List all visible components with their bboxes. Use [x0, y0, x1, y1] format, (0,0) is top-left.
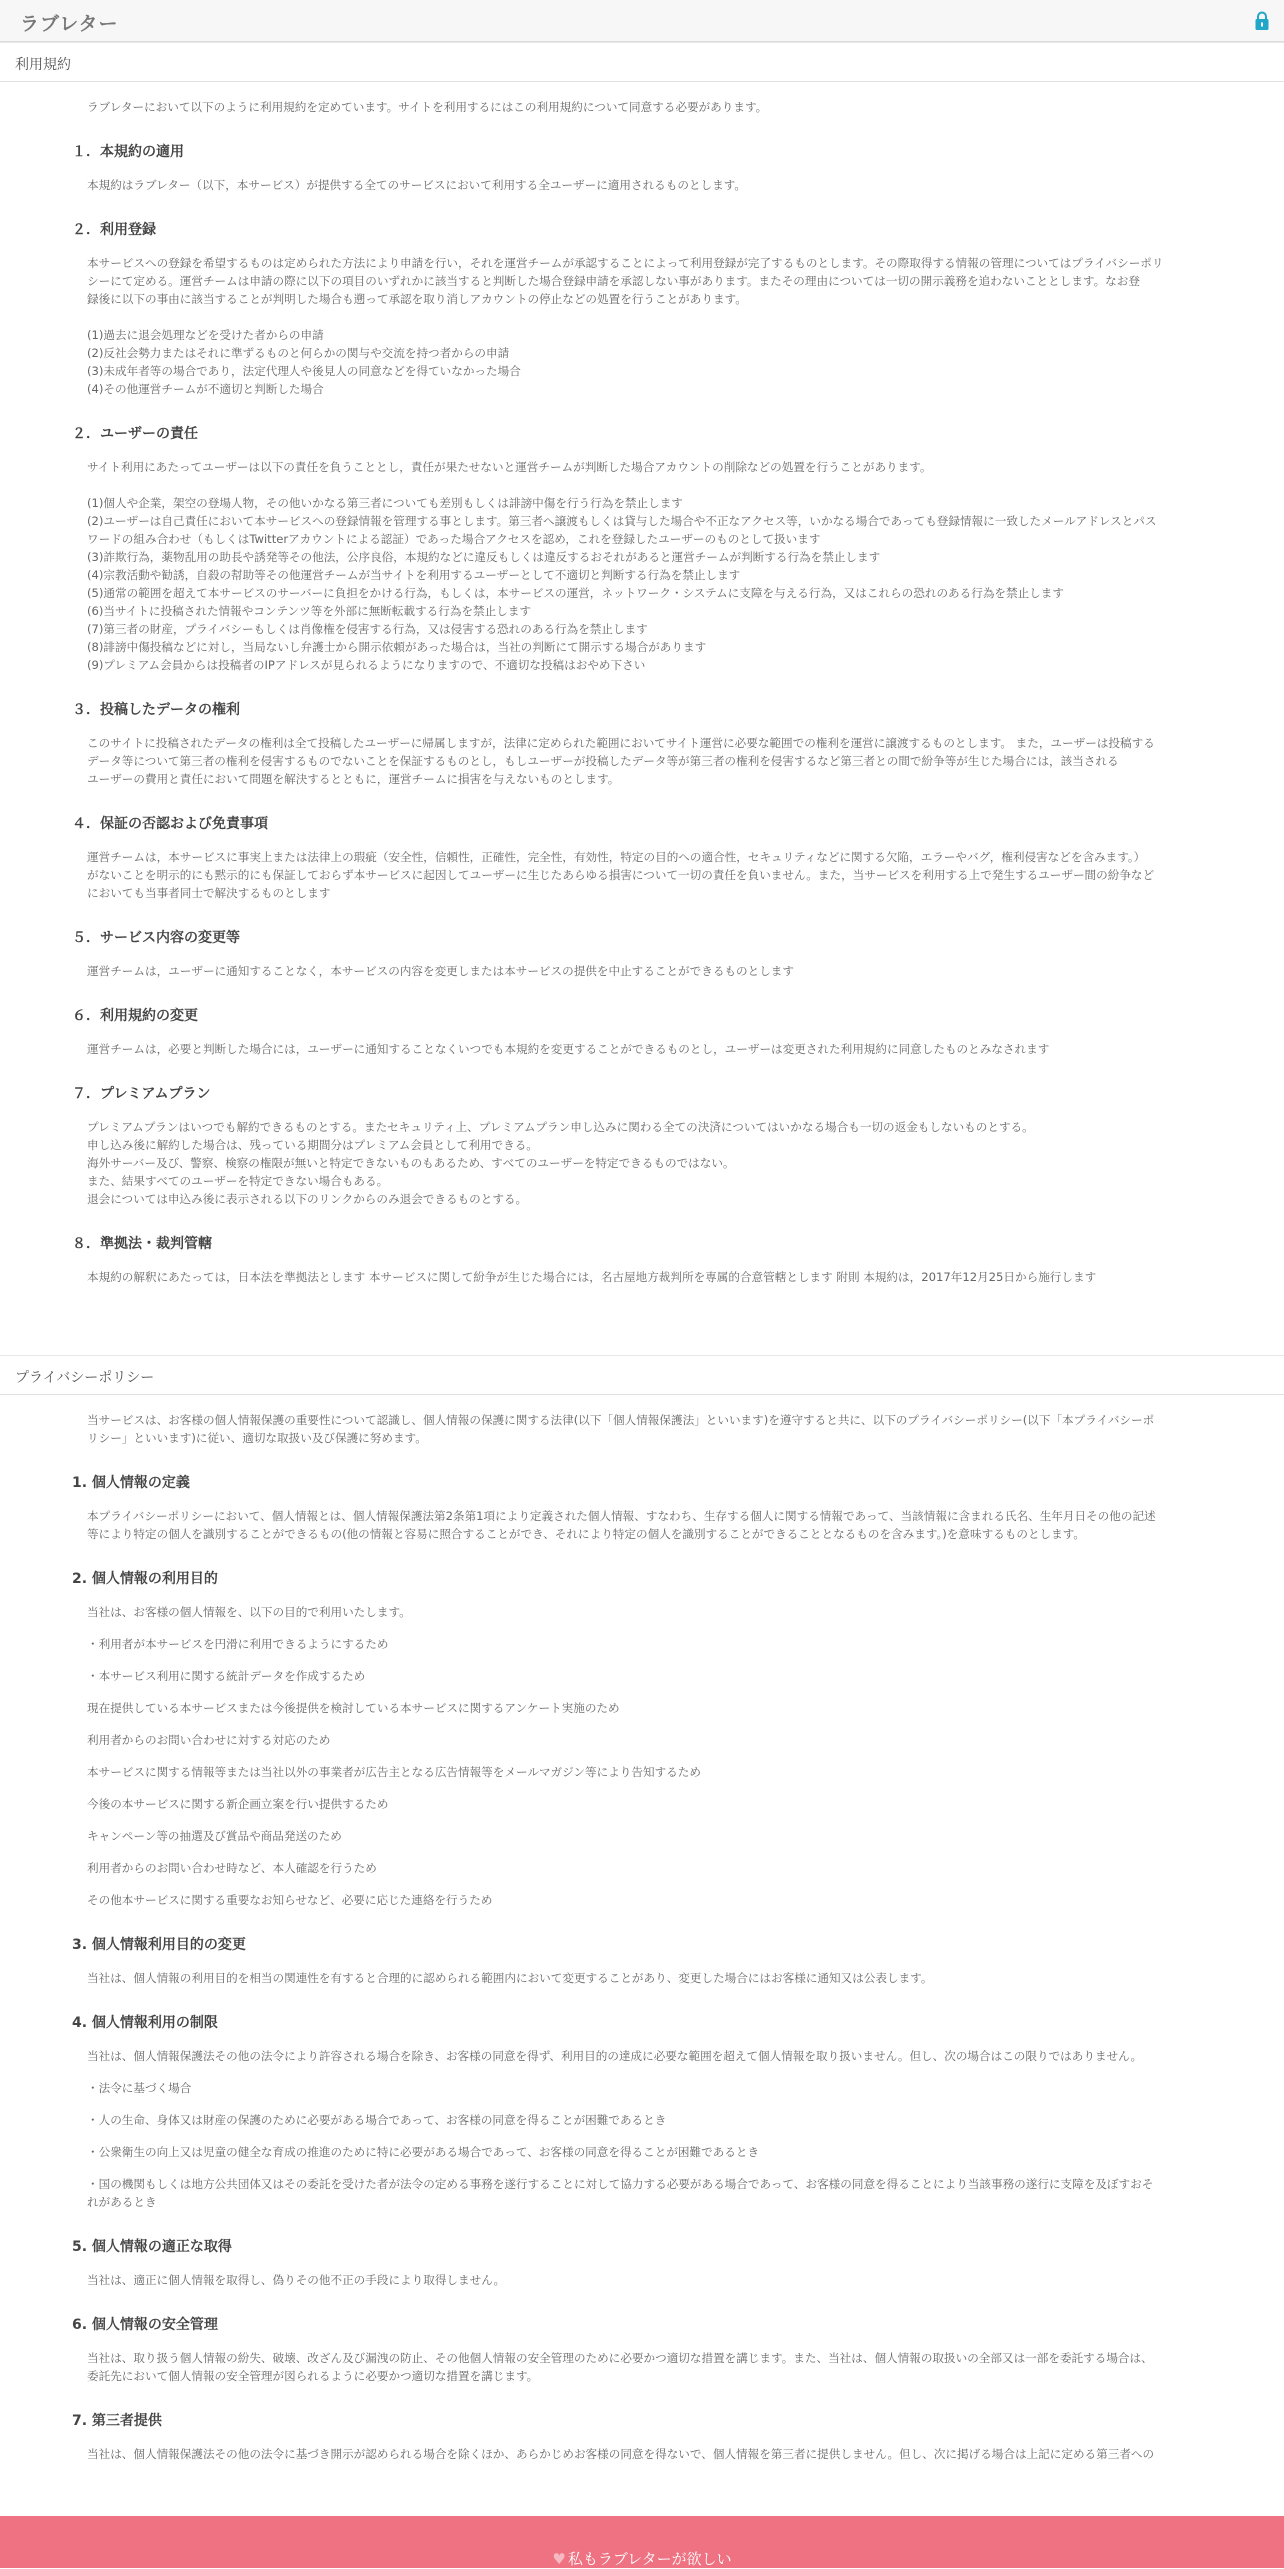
list-item: (8)誹謗中傷投稿などに対し，当局ないし弁護士から開示依頼があった場合は，当社の判断にて開示する場合があります	[87, 640, 707, 654]
privacy-content	[72, 1411, 1193, 2463]
privacy-header-label: プライバシーポリシー	[15, 1370, 155, 1386]
privacy-section-title: 6. 個人情報の安全管理	[72, 2317, 218, 2333]
list-item: ・公衆衛生の向上又は児童の健全な育成の推進のために特に必要がある場合であって、お客様の同意を得ることが困難であるとき	[87, 2145, 760, 2159]
terms-list	[87, 494, 1193, 674]
want-letter-button[interactable]	[0, 2516, 1284, 2568]
list-item: ・法令に基づく場合	[87, 2081, 192, 2095]
app-title[interactable]: ラブレター	[20, 13, 119, 35]
list-item: (9)プレミアム会員からは投稿者のIPアドレスが見られるようになりますので、不適切な投稿はおやめ下さい	[87, 658, 646, 672]
terms-section-body: 運営チームは，ユーザーに通知することなく，本サービスの内容を変更しまたは本サービスの提供を中止することができるものとします	[87, 964, 794, 978]
privacy-section-title: 3. 個人情報利用目的の変更	[72, 1937, 246, 1953]
privacy-section-title: 1. 個人情報の定義	[72, 1475, 190, 1491]
list-item: (4)その他運営チームが不適切と判断した場合	[87, 382, 324, 396]
terms-section-title: ７．プレミアムプラン	[72, 1086, 211, 1102]
privacy-list	[87, 2047, 1193, 2211]
list-item: ・国の機関もしくは地方公共団体又はその委託を受けた者が法令の定める事務を遂行することに対して協力する必要がある場合であって、お客様の同意を得ることにより当該事務の遂行に支障を及ぼすおそ れがあるとき	[87, 2177, 1154, 2209]
list-item: (4)宗教活動や勧誘，自殺の幇助等その他運営チームが当サイトを利用するユーザーとして不適切と判断する行為を禁止します	[87, 568, 741, 582]
privacy-section-body: 当社は、適正に個人情報を取得し、偽りその他不正の手段により取得しません。	[87, 2273, 506, 2287]
list-item: (6)当サイトに投稿された情報やコンテンツ等を外部に無断転載する行為を禁止します	[87, 604, 532, 618]
list-item: 当社は、お客様の個人情報を、以下の目的で利用いたします。	[87, 1605, 411, 1619]
terms-section-body: プレミアムプランはいつでも解約できるものとする。またセキュリティ上、プレミアムプラン申し込みに関わる全ての決済についてはいかなる場合も一切の返金もしないものとする。 申し込み後に解約した場合は、残っている期間分はプレミアム会員として利用できる。 海外サーバー及び、警察、検察の権限が無いと特定できないものもあるため、すべてのユーザーを特定できるものではない。 また、結果すべてのユーザーを特定できない場合もある。 退会については申込み後に表示される以下のリンクからのみ退会できるものとする。	[87, 1120, 1034, 1206]
list-item: ・利用者が本サービスを円滑に利用できるようにするため	[87, 1637, 389, 1651]
list-item: キャンペーン等の抽選及び賞品や商品発送のため	[87, 1829, 342, 1843]
list-item: 利用者からのお問い合わせに対する対応のため	[87, 1733, 331, 1747]
terms-section-body: 本サービスへの登録を希望するものは定められた方法により申請を行い，それを運営チームが承認することによって利用登録が完了するものとします。その際取得する情報の管理についてはプライバシーポリ シーにて定める。運営チームは申請の際に以下の項目のいずれかに該当すると判断した場合登録申請を承認しない事があります。またその理由については一切の開示義務を追わないこととします。なお登 録後に以下の事由に該当することが判明した場合も遡って承認を取り消しアカウントの停止などの処置を行うことがあります。	[87, 256, 1164, 306]
terms-section-body: 本規約はラブレター（以下，本サービス）が提供する全てのサービスにおいて利用する全ユーザーに適用されるものとします。	[87, 178, 746, 192]
terms-header	[0, 42, 1284, 82]
list-item: 利用者からのお問い合わせ時など、本人確認を行うため	[87, 1861, 377, 1875]
privacy-list	[87, 1603, 1193, 1909]
terms-section-body: 運営チームは，本サービスに事実上または法律上の瑕疵（安全性，信頼性，正確性，完全性，有効性，特定の目的への適合性，セキュリティなどに関する欠陥，エラーやバグ，権利侵害などを含みます。） がないことを明示的にも黙示的にも保証しておらず本サービスに起因してユーザーに生じたあらゆる損害について一切の責任を負いません。また，当サービスを利用する上で発生するユーザー間の紛争など においても当事者同士で解決するものとします	[87, 850, 1155, 900]
privacy-section-title: 5. 個人情報の適正な取得	[72, 2239, 232, 2255]
list-item: (3)未成年者等の場合であり，法定代理人や後見人の同意などを得ていなかった場合	[87, 364, 521, 378]
privacy-intro: 当サービスは、お客様の個人情報保護の重要性について認識し、個人情報の保護に関する法律(以下「個人情報保護法」といいます)を遵守すると共に、以下のプライバシーポリシー(以下「本プライバシーポ リシー」といいます)に従い、適切な取扱い及び保護に努めます。	[87, 1413, 1155, 1445]
privacy-section-title: 2. 個人情報の利用目的	[72, 1571, 218, 1587]
privacy-section-title: 7. 第三者提供	[72, 2413, 162, 2429]
terms-section-body: 本規約の解釈にあたっては，日本法を準拠法とします 本サービスに関して紛争が生じた場合には，名古屋地方裁判所を専属的合意管轄とします 附則 本規約は，2017年12月25日から施行します	[87, 1270, 1097, 1284]
lock-icon[interactable]	[1254, 11, 1270, 31]
list-item: 今後の本サービスに関する新企画立案を行い提供するため	[87, 1797, 389, 1811]
terms-intro: ラブレターにおいて以下のように利用規約を定めています。サイトを利用するにはこの利用規約について同意する必要があります。	[87, 100, 768, 114]
terms-section-title: １．本規約の適用	[72, 144, 184, 160]
list-item: その他本サービスに関する重要なお知らせなど、必要に応じた連絡を行うため	[87, 1893, 493, 1907]
privacy-section-title: 4. 個人情報利用の制限	[72, 2015, 218, 2031]
privacy-header	[0, 1355, 1284, 1395]
terms-list	[87, 326, 1193, 398]
terms-section-title: ３．投稿したデータの権利	[72, 702, 240, 718]
list-item: (1)個人や企業，架空の登場人物，その他いかなる第三者についても差別もしくは誹謗中傷を行う行為を禁止します	[87, 496, 683, 510]
privacy-section-body: 当社は、個人情報の利用目的を相当の関連性を有すると合理的に認められる範囲内において変更することがあり、変更した場合にはお客様に通知又は公表します。	[87, 1971, 933, 1985]
list-item: (2)ユーザーは自己責任において本サービスへの登録情報を管理する事とします。第三者へ譲渡もしくは貸与した場合や不正なアクセス等，いかなる場合であっても登録情報に一致したメールアドレスとパス	[87, 514, 1157, 528]
terms-content	[72, 98, 1193, 1286]
terms-section-title: ４．保証の否認および免責事項	[72, 816, 268, 832]
terms-section-body: このサイトに投稿されたデータの権利は全て投稿したユーザーに帰属しますが，法律に定められた範囲においてサイト運営に必要な範囲での権利を運営に譲渡するものとします。 また，ユーザーは投稿する データ等について第三者の権利を侵害するものでないことを保証するものとし，もしユーザーが投稿したデータ等が第三者の権利を侵害するなど第三者との間で紛争等が生じた場合には，該当される ユーザーの費用と責任において問題を解決するとともに，運営チームに損害を与えないものとします。	[87, 736, 1155, 786]
terms-header-label: 利用規約	[15, 57, 71, 73]
heart-icon: ♥	[552, 2550, 566, 2568]
top-bar	[0, 0, 1284, 42]
privacy-section-body: 当社は、個人情報保護法その他の法令に基づき開示が認められる場合を除くほか、あらかじめお客様の同意を得ないで、個人情報を第三者に提供しません。但し、次に掲げる場合は上記に定める第三者への	[87, 2447, 1155, 2461]
list-item: ワードの組み合わせ（もしくはTwitterアカウントによる認証）であった場合アクセスを認め，これを登録したユーザーのものとして扱います	[87, 532, 821, 546]
privacy-section-body: 本プライバシーポリシーにおいて、個人情報とは、個人情報保護法第2条第1項により定義された個人情報、すなわち、生存する個人に関する情報であって、当該情報に含まれる氏名、生年月日その他の記述 等により特定の個人を識別することができるもの(他の情報と容易に照合することができ、それにより特定の個人を識別することができることとなるものを含みます。)を意味するものとします。	[87, 1509, 1156, 1541]
list-item: (5)通常の範囲を超えて本サービスのサーバーに負担をかける行為，もしくは，本サービスの運営，ネットワーク・システムに支障を与える行為，又はこれらの恐れのある行為を禁止します	[87, 586, 1064, 600]
want-letter-button-label: 私もラブレターが欲しい	[567, 2550, 732, 2568]
list-item: ・人の生命、身体又は財産の保護のために必要がある場合であって、お客様の同意を得ることが困難であるとき	[87, 2113, 667, 2127]
terms-section-title: ５．サービス内容の変更等	[72, 930, 240, 946]
list-item: 当社は、個人情報保護法その他の法令により許容される場合を除き、お客様の同意を得ず、利用目的の達成に必要な範囲を超えて個人情報を取り扱いません。但し、次の場合はこの限りではありません。	[87, 2049, 1143, 2063]
terms-section-body: 運営チームは，必要と判断した場合には，ユーザーに通知することなくいつでも本規約を変更することができるものとし，ユーザーは変更された利用規約に同意したものとみなされます	[87, 1042, 1050, 1056]
list-item: (3)詐欺行為，薬物乱用の助長や誘発等その他法，公序良俗，本規約などに違反もしくは違反するおそれがあると運営チームが判断する行為を禁止します	[87, 550, 881, 564]
terms-section-title: ６．利用規約の変更	[72, 1008, 198, 1024]
list-item: 現在提供している本サービスまたは今後提供を検討している本サービスに関するアンケート実施のため	[87, 1701, 620, 1715]
terms-section-title: ２．利用登録	[72, 222, 156, 238]
terms-section-body: サイト利用にあたってユーザーは以下の責任を負うこととし，責任が果たせないと運営チームが判断した場合アカウントの削除などの処置を行うことがあります。	[87, 460, 932, 474]
list-item: 本サービスに関する情報等または当社以外の事業者が広告主となる広告情報等をメールマガジン等により告知するため	[87, 1765, 701, 1779]
list-item: (7)第三者の財産，プライバシーもしくは肖像権を侵害する行為，又は侵害する恐れのある行為を禁止します	[87, 622, 648, 636]
terms-section-title: ２．ユーザーの責任	[72, 426, 198, 442]
list-item: ・本サービス利用に関する統計データを作成するため	[87, 1669, 366, 1683]
list-item: (2)反社会勢力またはそれに準ずるものと何らかの関与や交流を持つ者からの申請	[87, 346, 510, 360]
terms-section-title: ８．準拠法・裁判管轄	[72, 1236, 212, 1252]
list-item: (1)過去に退会処理などを受けた者からの申請	[87, 328, 324, 342]
privacy-section-body: 当社は、取り扱う個人情報の紛失、破壊、改ざん及び漏洩の防止、その他個人情報の安全管理のために必要かつ適切な措置を講じます。また、当社は、個人情報の取扱いの全部又は一部を委託する場合は、 委託先において個人情報の安全管理が図られるように必要かつ適切な措置を講じます。	[87, 2351, 1153, 2383]
